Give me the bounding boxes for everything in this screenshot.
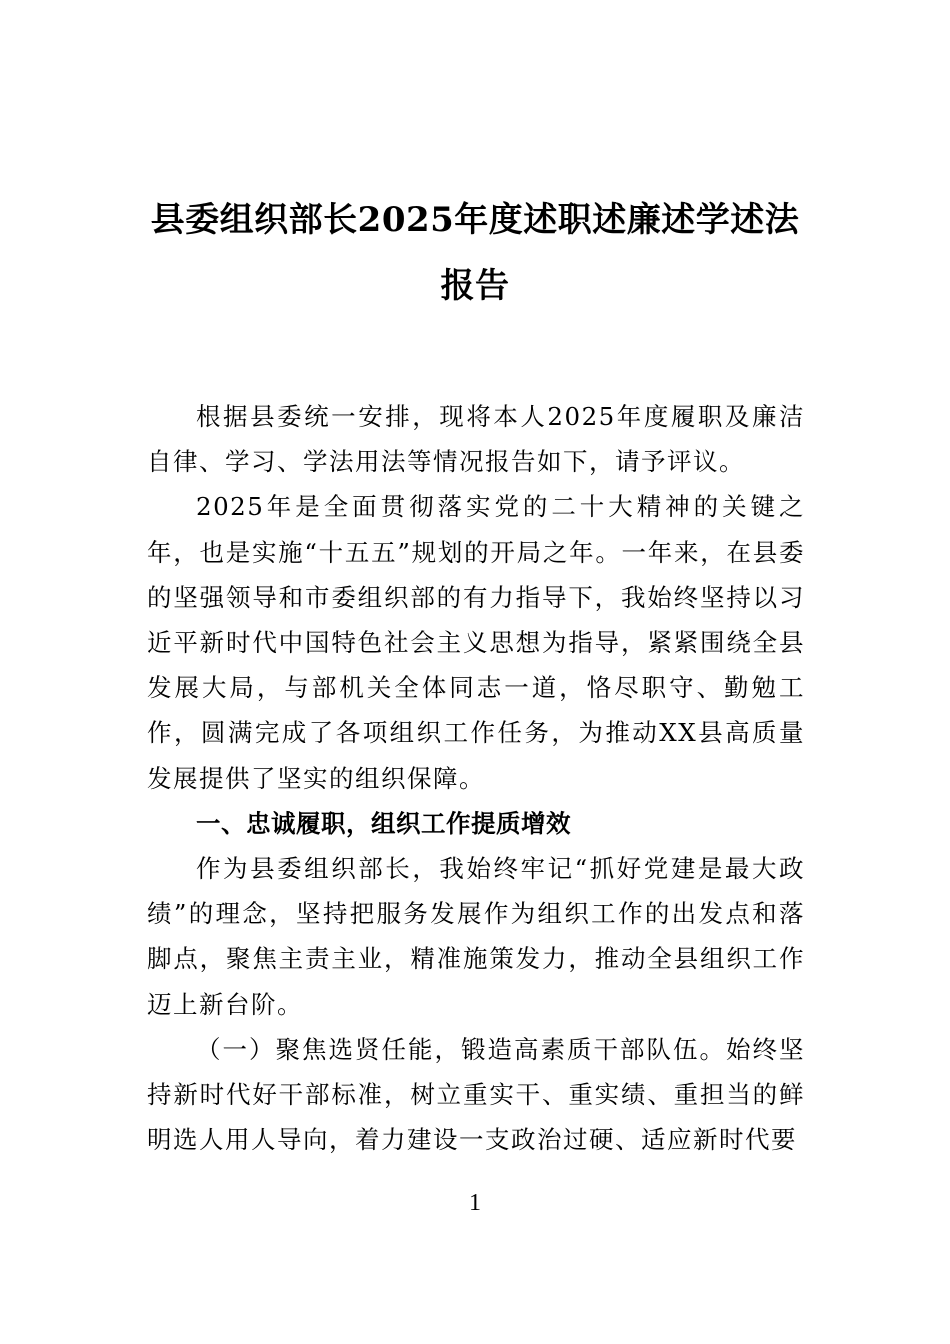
document-title bbox=[130, 187, 820, 319]
title-line-1: 县委组织部长2025年度述职述廉述学述法 bbox=[150, 200, 800, 240]
section-heading: 一、忠诚履职，组织工作提质增效 bbox=[196, 808, 571, 838]
section-intro-paragraph: 作为县委组织部长，我始终牢记“抓好党建是最大政绩”的理念，坚持把服务发展作为组织工作的出发点和落脚点，聚焦主责主业，精准施策发力，推动全县组织工作迈上新台阶。 bbox=[147, 854, 805, 1019]
document-body bbox=[147, 394, 805, 1162]
title-line-2: 报告 bbox=[440, 266, 510, 306]
page-number: 1 bbox=[469, 1190, 481, 1216]
subsection-paragraph: （一）聚焦选贤任能，锻造高素质干部队伍。始终坚持新时代好干部标准，树立重实干、重实绩、重担当的鲜明选人用人导向，着力建设一支政治过硬、适应新时代要 bbox=[147, 1034, 805, 1155]
overview-paragraph: 2025年是全面贯彻落实党的二十大精神的关键之年，也是实施“十五五”规划的开局之年。一年来，在县委的坚强领导和市委组织部的有力指导下，我始终坚持以习近平新时代中国特色社会主义思想为指导，紧紧围绕全县发展大局，与部机关全体同志一道，恪尽职守、勤勉工作，圆满完成了各项组织工作任务，为推动XX县高质量发展提供了坚实的组织保障。 bbox=[147, 492, 805, 793]
intro-paragraph: 根据县委统一安排，现将本人2025年度履职及廉洁自律、学习、学法用法等情况报告如下，请予评议。 bbox=[147, 402, 805, 477]
